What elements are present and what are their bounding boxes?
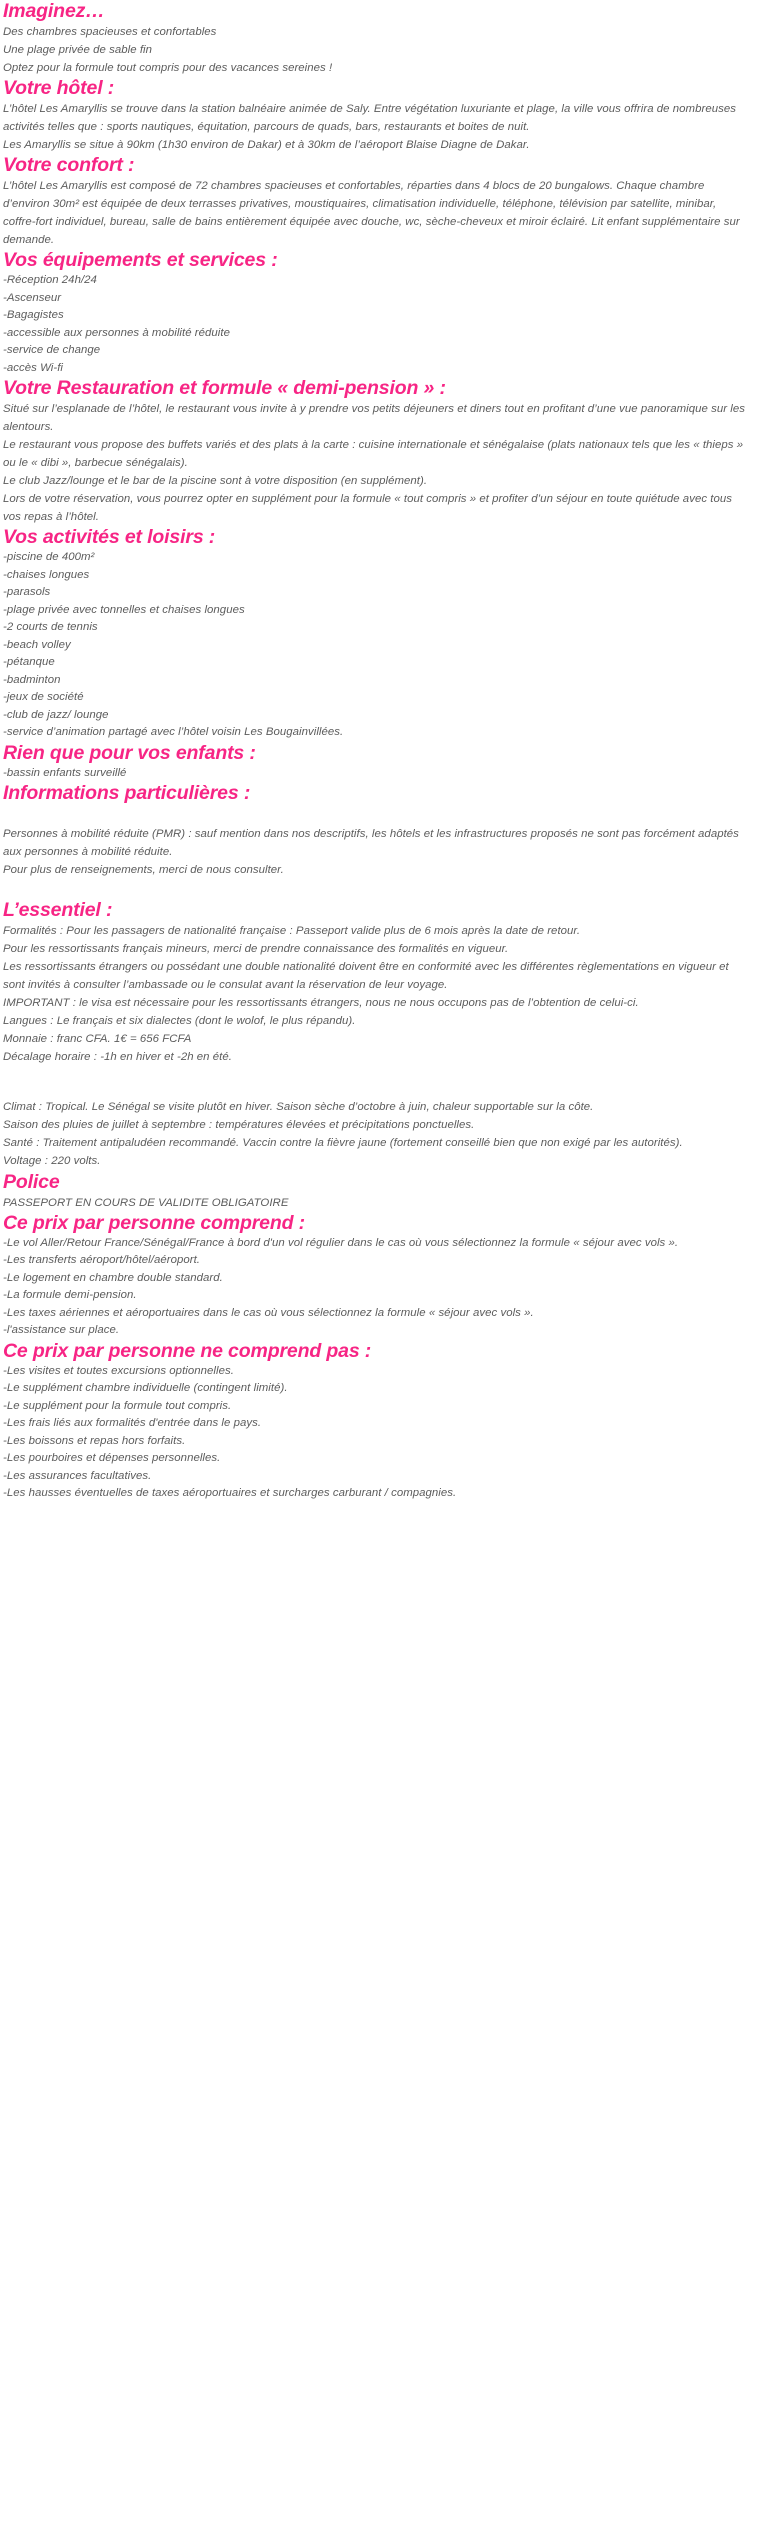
list-item: -club de jazz/ lounge (3, 708, 109, 721)
prix-ne-comprend-pas-list (3, 1363, 750, 1503)
paragraph: Voltage : 220 volts. (3, 1155, 101, 1168)
section-title-equipements: Vos équipements et services : (3, 249, 278, 272)
list-item: -Le vol Aller/Retour France/Sénégal/France à bord d'un vol régulier dans le cas où vous sélectionnez la formule « séjour avec vols ». (3, 1236, 679, 1249)
imaginez-line: Optez pour la formule tout compris pour des vacances sereines ! (3, 62, 333, 75)
list-item: -bassin enfants surveillé (3, 766, 127, 779)
section-title-informations: Informations particulières : (3, 782, 251, 805)
list-item: -Réception 24h/24 (3, 274, 97, 287)
votre-confort-body (3, 177, 750, 249)
spacer (3, 1066, 750, 1098)
restauration-body (3, 400, 750, 526)
list-item: -Bagagistes (3, 309, 64, 322)
paragraph: Saison des pluies de juillet à septembre : températures élevées et précipitations ponctuelles. (3, 1119, 475, 1132)
paragraph: Santé : Traitement antipaludéen recommandé. Vaccin contre la fièvre jaune (fortement conseillé bien que non exigé par les autorités). (3, 1137, 683, 1150)
list-item: -2 courts de tennis (3, 621, 98, 634)
section-title-prix-comprend: Ce prix par personne comprend : (3, 1211, 305, 1234)
paragraph: Décalage horaire : -1h en hiver et -2h en été. (3, 1051, 232, 1064)
imaginez-line: Des chambres spacieuses et confortables (3, 26, 217, 38)
list-item: -Les assurances facultatives. (3, 1469, 152, 1482)
list-item: -accès Wi-fi (3, 361, 63, 374)
essentiel-body-2 (3, 1098, 750, 1170)
paragraph: Monnaie : franc CFA. 1€ = 656 FCFA (3, 1033, 192, 1046)
list-item: -Le logement en chambre double standard. (3, 1271, 223, 1284)
section-title-votre-confort: Votre confort : (3, 154, 135, 177)
list-item: -chaises longues (3, 568, 90, 581)
paragraph: IMPORTANT : le visa est nécessaire pour les ressortissants étrangers, nous ne nous occupons pas de l’obtention de celui-ci. (3, 997, 639, 1010)
paragraph: Pour plus de renseignements, merci de nous consulter. (3, 864, 284, 877)
list-item: -parasols (3, 586, 51, 599)
paragraph: Le restaurant vous propose des buffets variés et des plats à la carte : cuisine internationale et sénégalaise (plats nationaux tels que les « thieps » ou le « dibi », barbecue sénégalais). (3, 439, 744, 470)
activites-list (3, 549, 750, 742)
list-item: -Ascenseur (3, 291, 62, 304)
equipements-list (3, 272, 750, 377)
section-title-police: Police (3, 1170, 60, 1193)
list-item: -Les hausses éventuelles de taxes aéroportuaires et surcharges carburant / compagnies. (3, 1487, 457, 1500)
section-title-imaginez: Imaginez… (3, 0, 105, 22)
police-body (3, 1194, 750, 1212)
paragraph: Le club Jazz/lounge et le bar de la piscine sont à votre disposition (en supplément). (3, 475, 428, 488)
paragraph: L’hôtel Les Amaryllis se trouve dans la station balnéaire animée de Saly. Entre végétation luxuriante et plage, la ville vous offrira de nombreuses activités telles que : sports nautiques, équitation, parcours de quads, bars, restaurants et boites de nuit. (3, 103, 736, 134)
list-item: -Le supplément chambre individuelle (contingent limité). (3, 1382, 288, 1395)
list-item: -Les visites et toutes excursions optionnelles. (3, 1364, 234, 1377)
imaginez-lines (3, 23, 750, 77)
list-item: -piscine de 400m² (3, 551, 95, 564)
paragraph: Formalités : Pour les passagers de nationalité française : Passeport valide plus de 6 mois après la date de retour. (3, 925, 581, 938)
paragraph: Lors de votre réservation, vous pourrez opter en supplément pour la formule « tout compris » et profiter d’un séjour en toute quiétude avec tous vos repas à l’hôtel. (3, 493, 733, 524)
paragraph: Situé sur l’esplanade de l’hôtel, le restaurant vous invite à y prendre vos petits déjeuners et diners tout en profitant d’une vue panoramique sur les alentours. (3, 403, 745, 434)
section-title-activites: Vos activités et loisirs : (3, 526, 216, 549)
paragraph: Pour les ressortissants français mineurs, merci de prendre connaissance des formalités en vigueur. (3, 943, 509, 956)
paragraph: Les ressortissants étrangers ou possédant une double nationalité doivent être en conformité avec les différentes règlementations en vigueur et sont invités à consulter l’ambassade ou le consulat avant la réservation de leur voyage. (3, 961, 729, 992)
prix-comprend-list (3, 1235, 750, 1340)
list-item: -badminton (3, 673, 61, 686)
list-item: -La formule demi-pension. (3, 1289, 137, 1302)
imaginez-line: Une plage privée de sable fin (3, 44, 152, 57)
list-item: -l'assistance sur place. (3, 1324, 120, 1337)
paragraph: L’hôtel Les Amaryllis est composé de 72 chambres spacieuses et confortables, réparties dans 4 blocs de 20 bungalows. Chaque chambre d’environ 30m² est équipée de deux terrasses privatives, moustiquaires, climatisation individuelle, téléphone, télévision par satellite, minibar, coffre-fort individuel, bureau, salle de bains entièrement équipée avec douche, wc, sèche-cheveux et miroir éclairé. Lit enfant supplémentaire sur demande. (3, 180, 740, 247)
section-title-votre-hotel: Votre hôtel : (3, 77, 115, 100)
spacer (3, 879, 750, 899)
enfants-list (3, 765, 750, 783)
paragraph: Langues : Le français et six dialectes (dont le wolof, le plus répandu). (3, 1015, 356, 1028)
list-item: -service d’animation partagé avec l’hôtel voisin Les Bougainvillées. (3, 726, 344, 739)
list-item: -beach volley (3, 638, 71, 651)
spacer (3, 805, 750, 825)
informations-body (3, 825, 750, 879)
paragraph: Climat : Tropical. Le Sénégal se visite plutôt en hiver. Saison sèche d’octobre à juin, chaleur supportable sur la côte. (3, 1101, 594, 1114)
section-title-enfants: Rien que pour vos enfants : (3, 741, 256, 764)
list-item: -service de change (3, 344, 101, 357)
section-title-essentiel: L’essentiel : (3, 899, 113, 922)
section-title-restauration: Votre Restauration et formule « demi-pension » : (3, 377, 446, 400)
list-item: -Les pourboires et dépenses personnelles. (3, 1452, 221, 1465)
list-item: -plage privée avec tonnelles et chaises longues (3, 603, 245, 616)
list-item: -Les frais liés aux formalités d'entrée dans le pays. (3, 1417, 262, 1430)
list-item: -Les boissons et repas hors forfaits. (3, 1434, 186, 1447)
list-item: -Les transferts aéroport/hôtel/aéroport. (3, 1254, 201, 1267)
list-item: -Les taxes aériennes et aéroportuaires dans le cas où vous sélectionnez la formule « séjour avec vols ». (3, 1306, 534, 1319)
essentiel-body (3, 922, 750, 1066)
paragraph: Les Amaryllis se situe à 90km (1h30 environ de Dakar) et à 30km de l’aéroport Blaise Diagne de Dakar. (3, 139, 530, 152)
list-item: -accessible aux personnes à mobilité réduite (3, 326, 230, 339)
paragraph: Personnes à mobilité réduite (PMR) : sauf mention dans nos descriptifs, les hôtels et les infrastructures proposés ne sont pas forcément adaptés aux personnes à mobilité réduite. (3, 828, 739, 859)
votre-hotel-body (3, 100, 750, 154)
list-item: -jeux de société (3, 691, 84, 704)
list-item: -pétanque (3, 656, 55, 669)
list-item: -Le supplément pour la formule tout compris. (3, 1399, 232, 1412)
section-title-prix-ne-comprend-pas: Ce prix par personne ne comprend pas : (3, 1339, 372, 1362)
paragraph: PASSEPORT EN COURS DE VALIDITE OBLIGATOIRE (3, 1196, 289, 1209)
